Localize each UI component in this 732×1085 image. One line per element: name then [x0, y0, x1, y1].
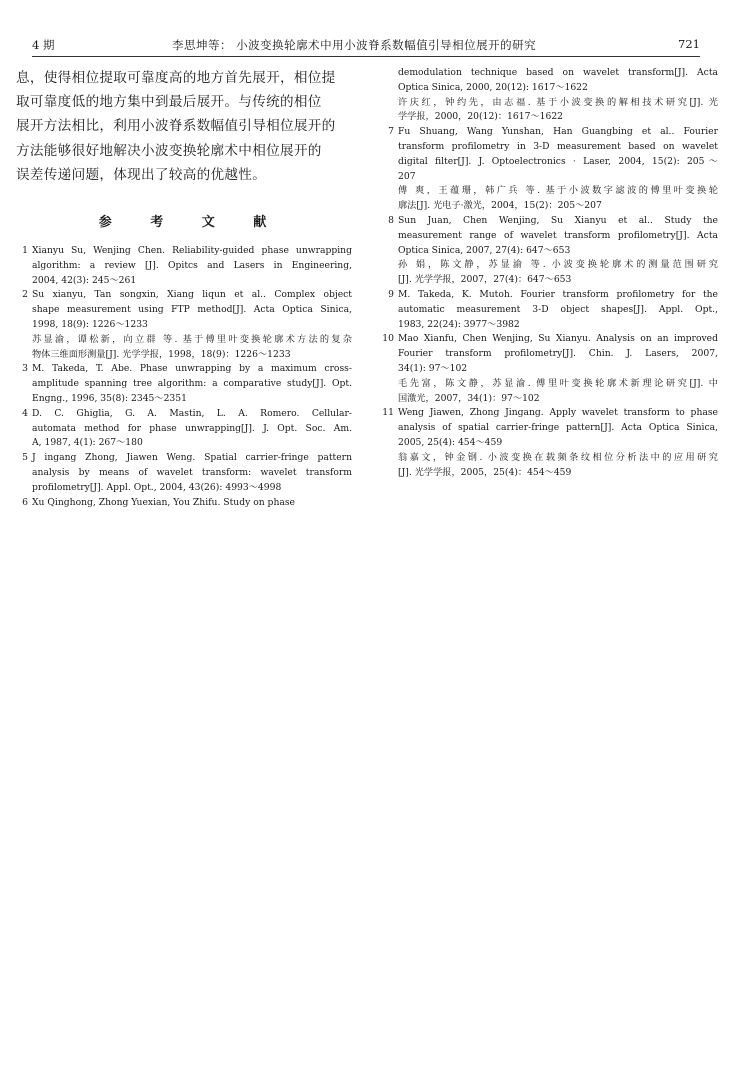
reference-line: digital filter[J]. J. Optoelectronics · Laser, 2004, 15(2): 205～: [398, 155, 718, 167]
issue-number: 4 期: [32, 38, 55, 52]
reference-line: 国激光，2007，34(1)：97～102: [398, 392, 540, 404]
reference-entry: [16, 288, 352, 362]
reference-line: Fourier transform profilometry[J]. Chin. J. Lasers, 2007,: [398, 348, 718, 360]
reference-number: 10: [382, 333, 394, 345]
reference-line: 毛先富，陈文静，苏显渝. 傅里叶变换轮廓术新理论研究[J]. 中: [398, 377, 718, 389]
reference-line: demodulation technique based on wavelet transform[J]. Acta: [398, 67, 718, 78]
reference-line: 廓法[J]. 光电子·激光，2004，15(2)：205～207: [398, 200, 602, 212]
left-column: [16, 66, 352, 510]
reference-line: 苏显渝，谭松新，向立群 等. 基于傅里叶变换轮廓术方法的复杂: [32, 333, 352, 345]
right-column: [382, 66, 718, 480]
reference-entry: [16, 496, 352, 511]
reference-number: 4: [22, 407, 28, 419]
reference-entry: [382, 214, 718, 288]
reference-number: 1: [22, 245, 28, 257]
reference-line: Fu Shuang, Wang Yunshan, Han Guangbing et al.. Fourier: [398, 126, 718, 138]
reference-list-right: [382, 66, 718, 480]
references-heading: 参 考 文 献: [98, 215, 284, 231]
reference-list-left: [16, 244, 352, 510]
reference-line: D. C. Ghiglia, G. A. Mastin, L. A. Romero. Cellular-: [32, 407, 352, 419]
reference-entry: [16, 362, 352, 406]
reference-line: 物体三维面形测量[J]. 光学学报，1998，18(9)：1226～1233: [32, 348, 291, 360]
reference-line: Engng., 1996, 35(8): 2345～2351: [32, 392, 187, 404]
running-header: [32, 34, 700, 57]
reference-english: [16, 362, 352, 406]
reference-line: Su xianyu, Tan songxin, Xiang liqun et al.. Complex object: [32, 289, 352, 301]
body-line: 误差传递问题，体现出了较高的优越性。: [16, 166, 267, 183]
reference-line: shape measurement using FTP method[J]. Acta Optica Sinica,: [32, 304, 352, 316]
reference-english: [382, 214, 718, 258]
reference-entry: [382, 288, 718, 332]
reference-entry: [16, 451, 352, 495]
reference-line: 翁嘉文，钟金钢. 小波变换在载频条纹相位分析法中的应用研究: [398, 451, 718, 463]
reference-line: 207: [398, 170, 416, 182]
reference-entry: [16, 407, 352, 451]
reference-number: 11: [382, 407, 394, 419]
reference-line: Weng Jiawen, Zhong Jingang. Apply wavelet transform to phase: [398, 407, 718, 419]
reference-line: 许庆红，钟约先，由志福. 基于小波变换的解相技术研究[J]. 光: [398, 96, 718, 108]
reference-number: 8: [388, 214, 394, 226]
reference-english: [16, 244, 352, 288]
running-title: 李思坤等： 小波变换轮廓术中用小波脊系数幅值引导相位展开的研究: [172, 38, 537, 52]
reference-english: [16, 288, 352, 332]
reference-chinese: [382, 451, 718, 481]
body-paragraph: [16, 66, 352, 187]
reference-line: profilometry[J]. Appl. Opt., 2004, 43(26): 4993～4998: [32, 481, 282, 493]
reference-line: 孙 娟，陈文静，苏显渝 等. 小波变换轮廓术的测量范围研究: [398, 259, 718, 271]
reference-number: 5: [22, 452, 28, 464]
reference-chinese: [382, 96, 718, 126]
reference-line: automatic measurement 3-D object shapes[J]. Appl. Opt.,: [398, 303, 718, 315]
reference-number: 3: [22, 363, 28, 375]
reference-line: automata method for phase unwrapping[J]. J. Opt. Soc. Am.: [32, 422, 352, 434]
reference-chinese: [382, 184, 718, 214]
reference-line: Xu Qinghong, Zhong Yuexian, You Zhifu. Study on phase: [32, 496, 295, 508]
reference-line: Optica Sinica, 2007, 27(4): 647～653: [398, 244, 571, 256]
reference-line: Mao Xianfu, Chen Wenjing, Su Xianyu. Analysis on an improved: [398, 333, 718, 345]
reference-english: [382, 332, 718, 376]
reference-english: [16, 451, 352, 495]
reference-number: 6: [22, 496, 28, 508]
reference-line: measurement range of wavelet transform profilometry[J]. Acta: [398, 229, 718, 241]
reference-chinese: [382, 258, 718, 288]
reference-line: [J]. 光学学报，2005，25(4)：454～459: [398, 466, 572, 478]
reference-line: 1998, 18(9): 1226～1233: [32, 319, 148, 330]
reference-line: transform profilometry in 3-D measurement based on wavelet: [398, 140, 718, 152]
body-line: 取可靠度低的地方集中到最后展开。与传统的相位: [16, 94, 322, 111]
reference-entry: [382, 125, 718, 214]
reference-line: analysis by means of wavelet transform: wavelet transform: [32, 466, 352, 478]
reference-english: [382, 66, 718, 96]
reference-line: Xianyu Su, Wenjing Chen. Reliability-guided phase unwrapping: [32, 245, 352, 257]
body-line: 方法能够很好地解决小波变换轮廓术中相位展开的: [16, 142, 322, 159]
reference-english: [16, 496, 352, 511]
reference-line: J ingang Zhong, Jiawen Weng. Spatial carrier-fringe pattern: [32, 452, 352, 464]
reference-line: analysis of spatial carrier-fringe pattern[J]. Acta Optica Sinica,: [398, 422, 718, 434]
reference-line: 学学报，2000，20(12)：1617～1622: [398, 111, 564, 123]
reference-line: algorithm: a review [J]. Opitcs and Lasers in Engineering,: [32, 259, 352, 271]
reference-number: 9: [388, 288, 394, 300]
reference-line: amplitude spanning tree algorithm: a comparative study[J]. Opt.: [32, 378, 352, 390]
reference-line: 1983, 22(24): 3977～3982: [398, 318, 520, 330]
reference-line: 2004, 42(3): 245～261: [32, 274, 137, 286]
reference-line: Optica Sinica, 2000, 20(12): 1617～1622: [398, 81, 588, 93]
reference-line: 2005, 25(4): 454～459: [398, 436, 503, 448]
reference-number: 2: [22, 289, 28, 301]
reference-line: M. Takeda, K. Mutoh. Fourier transform profilometry for the: [398, 288, 718, 300]
reference-english: [382, 288, 718, 332]
reference-english: [382, 125, 718, 184]
reference-line: [J]. 光学学报，2007，27(4)：647～653: [398, 274, 572, 286]
reference-line: 34(1): 97～102: [398, 362, 468, 374]
reference-line: 傅 爽，王蕴珊，韩广兵 等. 基于小波数字滤波的傅里叶变换轮: [398, 185, 718, 197]
reference-entry: [16, 244, 352, 288]
reference-english: [382, 406, 718, 450]
reference-line: A, 1987, 4(1): 267～180: [32, 437, 143, 449]
reference-entry: [382, 66, 718, 125]
reference-chinese: [16, 333, 352, 363]
page-number: 721: [678, 37, 700, 51]
body-line: 息，使得相位提取可靠度高的地方首先展开，相位提: [16, 70, 336, 86]
reference-line: M. Takeda, T. Abe. Phase unwrapping by a maximum cross-: [32, 363, 352, 375]
reference-number: 7: [388, 126, 394, 138]
reference-entry: [382, 406, 718, 480]
reference-line: Sun Juan, Chen Wenjing, Su Xianyu et al.. Study the: [398, 214, 718, 226]
reference-entry: [382, 332, 718, 406]
reference-english: [16, 407, 352, 451]
reference-chinese: [382, 377, 718, 407]
body-line: 展开方法相比，利用小波脊系数幅值引导相位展开的: [16, 118, 336, 135]
